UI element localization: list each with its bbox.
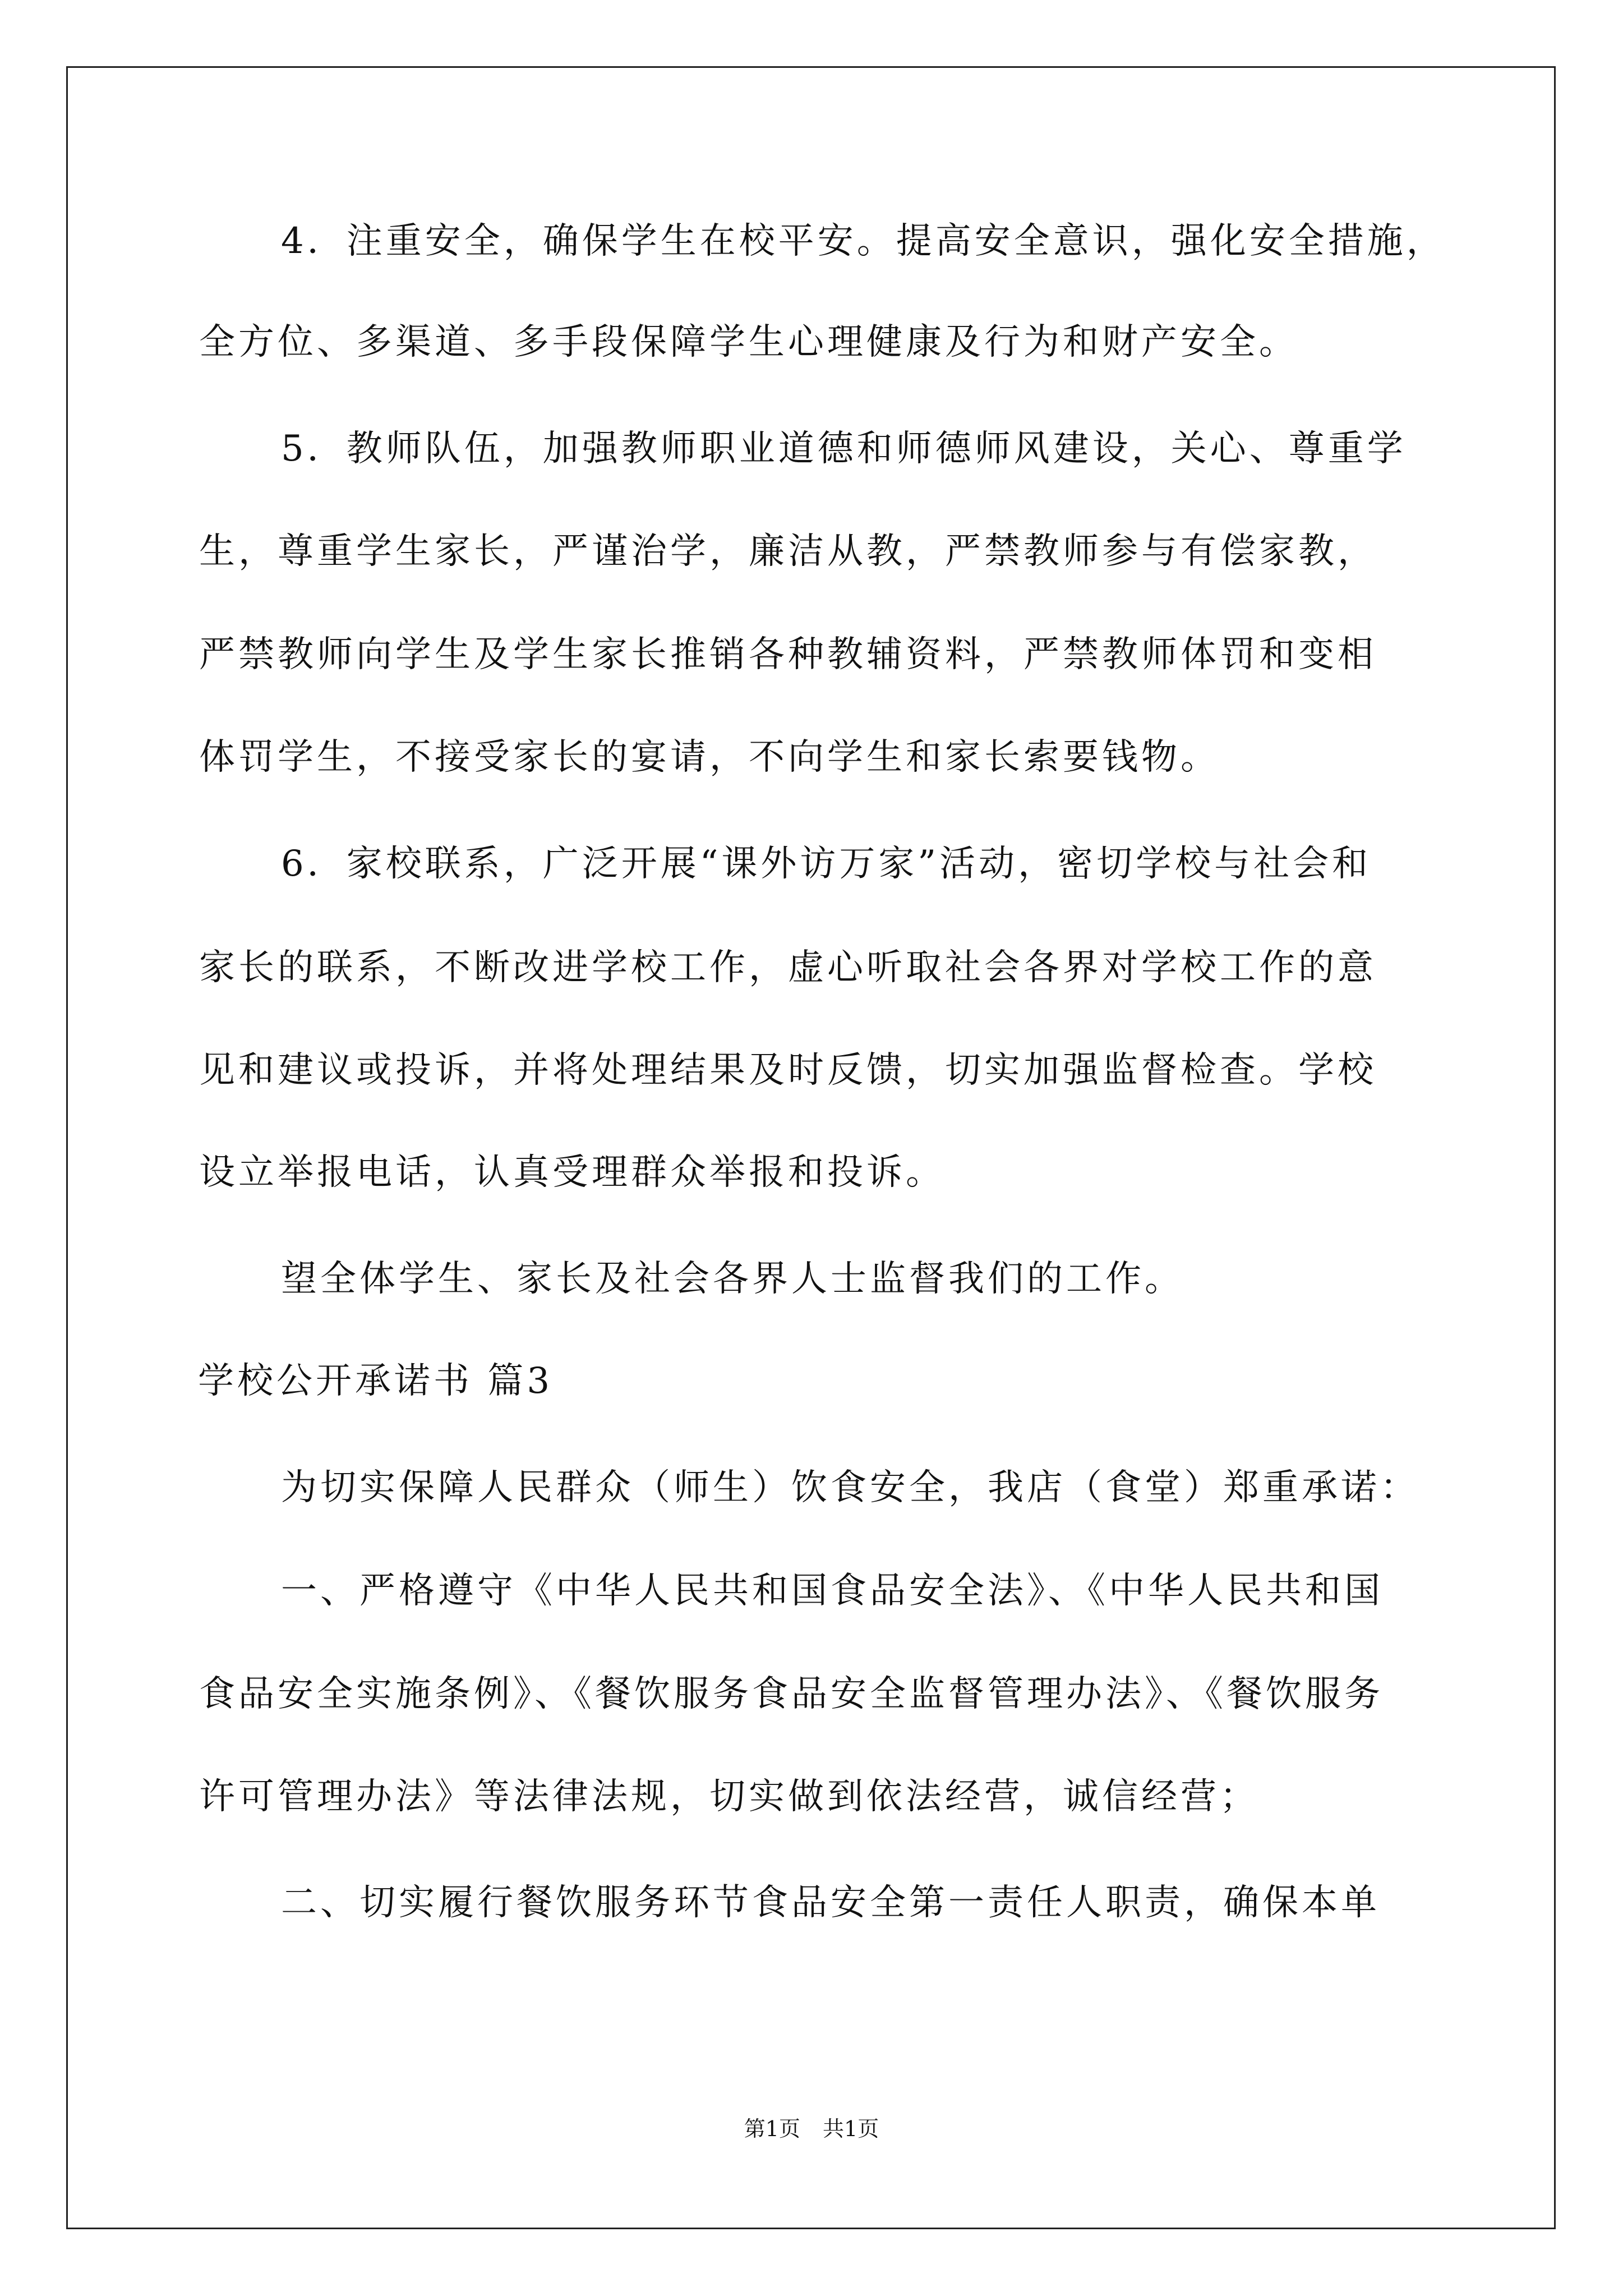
paragraph-6-line-3: 见和建议或投诉，并将处理结果及时反馈，切实加强监督检查。学校 <box>199 1050 1377 1091</box>
paragraph-5-line-1: 5．教师队伍，加强教师职业道德和师德师风建设，关心、尊重学 <box>281 428 1407 470</box>
paragraph-6-line-2: 家长的联系，不断改进学校工作，虚心听取社会各界对学校工作的意 <box>199 947 1377 988</box>
section-heading: 学校公开承诺书 篇3 <box>198 1360 554 1402</box>
commitment-1-line-2: 食品安全实施条例》、《餐饮服务食品安全监督管理办法》、《餐饮服务 <box>199 1673 1384 1715</box>
page-number: 第1页 <box>744 2116 800 2141</box>
intro-paragraph: 为切实保障人民群众（师生）饮食安全，我店（食堂）郑重承诺： <box>281 1467 1419 1508</box>
commitment-1-line-1: 一、严格遵守《中华人民共和国食品安全法》、《中华人民共和国 <box>281 1570 1384 1612</box>
paragraph-5-line-2: 生，尊重学生家长，严谨治学，廉洁从教，严禁教师参与有偿家教， <box>199 531 1377 572</box>
paragraph-6-line-1: 6．家校联系，广泛开展“课外访万家”活动，密切学校与社会和 <box>281 843 1372 885</box>
closing-paragraph: 望全体学生、家长及社会各界人士监督我们的工作。 <box>281 1258 1184 1300</box>
page-total: 共1页 <box>823 2116 879 2141</box>
commitment-2-line-1: 二、切实履行餐饮服务环节食品安全第一责任人职责，确保本单 <box>281 1882 1380 1924</box>
paragraph-4-line-2: 全方位、多渠道、多手段保障学生心理健康及行为和财产安全。 <box>199 321 1298 363</box>
paragraph-6-line-4: 设立举报电话，认真受理群众举报和投诉。 <box>199 1152 945 1193</box>
paragraph-5-line-3: 严禁教师向学生及学生家长推销各种教辅资料，严禁教师体罚和变相 <box>199 634 1377 675</box>
paragraph-5-line-4: 体罚学生，不接受家长的宴请，不向学生和家长索要钱物。 <box>199 737 1220 778</box>
paragraph-4-line-1: 4．注重安全，确保学生在校平安。提高安全意识，强化安全措施， <box>281 220 1446 262</box>
page-footer <box>0 2115 1623 2143</box>
commitment-1-line-3: 许可管理办法》等法律法规，切实做到依法经营，诚信经营； <box>199 1776 1259 1818</box>
